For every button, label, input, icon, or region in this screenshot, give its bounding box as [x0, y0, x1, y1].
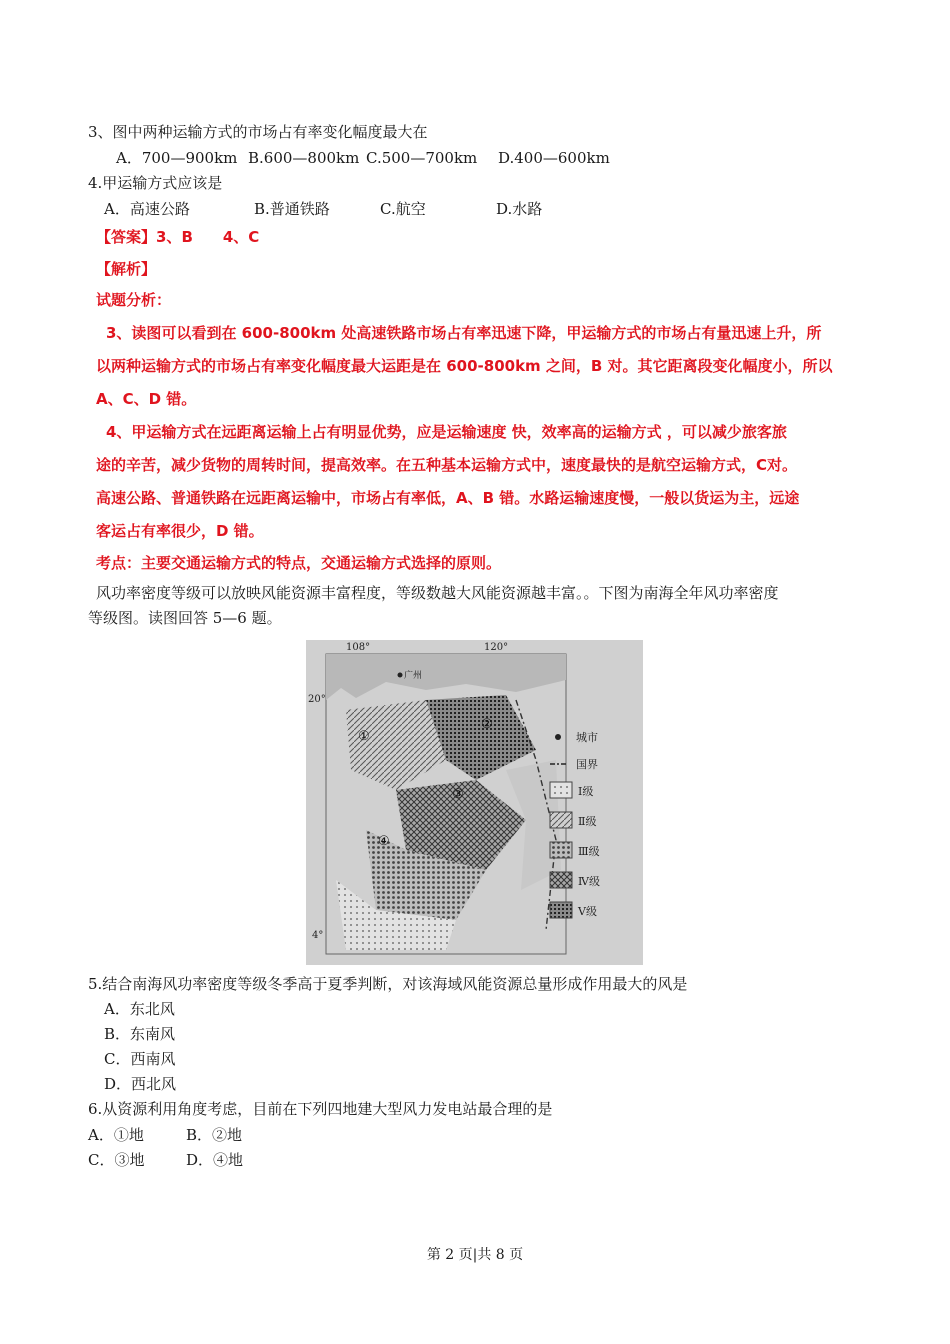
- q3-option-d: D.400—600km: [498, 149, 610, 167]
- q6-option-c: C．③地: [88, 1151, 145, 1169]
- intro-line-2: 等级图。读图回答 5—6 题。: [88, 609, 282, 627]
- wind-power-map: [306, 640, 643, 965]
- explain3-line-3: A、C、D 错。: [96, 390, 197, 408]
- q6-option-a: A．①地: [88, 1126, 144, 1144]
- q4-option-a: A．高速公路: [104, 200, 190, 218]
- q3-option-c: C.500—700km: [366, 149, 478, 167]
- q4-option-d: D.水路: [496, 200, 543, 218]
- legend-level-2-swatch: [550, 812, 572, 828]
- map-svg: [306, 640, 643, 965]
- q4-option-b: B.普通铁路: [254, 200, 330, 218]
- lat-label-20: 20°: [308, 694, 326, 705]
- explain4-line-1: 4、甲运输方式在远距离运输上占有明显优势，应是运输速度 快，效率高的运输方式 ，可以减少旅客旅: [106, 423, 787, 441]
- q4-option-c: C.航空: [380, 200, 426, 218]
- legend-level-5: Ⅴ级: [578, 905, 597, 918]
- legend-level-3: Ⅲ级: [578, 845, 600, 858]
- q5-option-c: C．西南风: [104, 1050, 176, 1068]
- q5-option-a: A．东北风: [104, 1000, 175, 1018]
- q3-option-a: A．700—900km: [116, 149, 238, 167]
- lat-label-4: 4°: [312, 930, 324, 941]
- explain4-line-3: 高速公路、普通铁路在远距离运输中，市场占有率低，A、B 错。水路运输速度慢，一般以货运为主，远途: [96, 489, 800, 507]
- q5-option-b: B．东南风: [104, 1025, 176, 1043]
- site-2: ②: [481, 717, 493, 732]
- intro-line-1: 风功率密度等级可以放映风能资源丰富程度，等级数越大风能资源越丰富。。下图为南海全年风功率密度: [96, 584, 779, 602]
- site-1: ①: [358, 729, 370, 744]
- explain3-line-2: 以两种运输方式的市场占有率变化幅度最大运距是在 600-800km 之间，B 对。其它距离段变化幅度小，所以: [96, 357, 833, 375]
- explain4-line-2: 途的辛苦，减少货物的周转时间，提高效率。在五种基本运输方式中，速度最快的是航空运输方式，C对。: [96, 456, 798, 474]
- city-marker: [398, 673, 403, 678]
- legend-city: 城市: [576, 731, 598, 744]
- q5-stem: 5.结合南海风功率密度等级冬季高于夏季判断，对该海域风能资源总量形成作用最大的风是: [88, 975, 688, 993]
- q4-stem: 4.甲运输方式应该是: [88, 174, 223, 192]
- site-4: ④: [378, 834, 390, 849]
- legend-level-5-swatch: [550, 902, 572, 918]
- kaodian: 考点：主要交通运输方式的特点，交通运输方式选择的原则。: [96, 554, 502, 572]
- legend-level-4: Ⅳ级: [578, 875, 600, 888]
- q6-option-d: D．④地: [186, 1151, 244, 1169]
- q3-option-b: B.600—800km: [248, 149, 360, 167]
- legend-level-3-swatch: [550, 842, 572, 858]
- analysis-subheading: 试题分析：: [96, 291, 172, 309]
- page-footer: 第 2 页|共 8 页: [426, 1247, 524, 1263]
- legend-city-symbol: [555, 734, 561, 740]
- legend-border: 国界: [576, 758, 598, 771]
- lon-label-120: 120°: [484, 642, 509, 653]
- q5-option-d: D．西北风: [104, 1075, 177, 1093]
- lon-label-108: 108°: [346, 642, 371, 653]
- explain4-line-4: 客运占有率很少，D 错。: [96, 522, 264, 540]
- legend-level-4-swatch: [550, 872, 572, 888]
- city-label-guangzhou: 广州: [404, 671, 423, 681]
- q3-stem: 3、图中两种运输方式的市场占有率变化幅度最大在: [88, 123, 428, 141]
- explain3-line-1: 3、读图可以看到在 600-800km 处高速铁路市场占有率迅速下降，甲运输方式的市场占有量迅速上升，所: [106, 324, 822, 342]
- analysis-label: 【解析】: [96, 260, 157, 278]
- legend-level-2: Ⅱ级: [578, 815, 597, 828]
- answer-line: 【答案】3、B 4、C: [96, 228, 260, 246]
- q6-stem: 6.从资源利用角度考虑，目前在下列四地建大型风力发电站最合理的是: [88, 1100, 553, 1118]
- site-3: ③: [452, 787, 464, 802]
- legend-level-1-swatch: [550, 782, 572, 798]
- legend-level-1: Ⅰ级: [578, 785, 594, 798]
- q6-option-b: B．②地: [186, 1126, 243, 1144]
